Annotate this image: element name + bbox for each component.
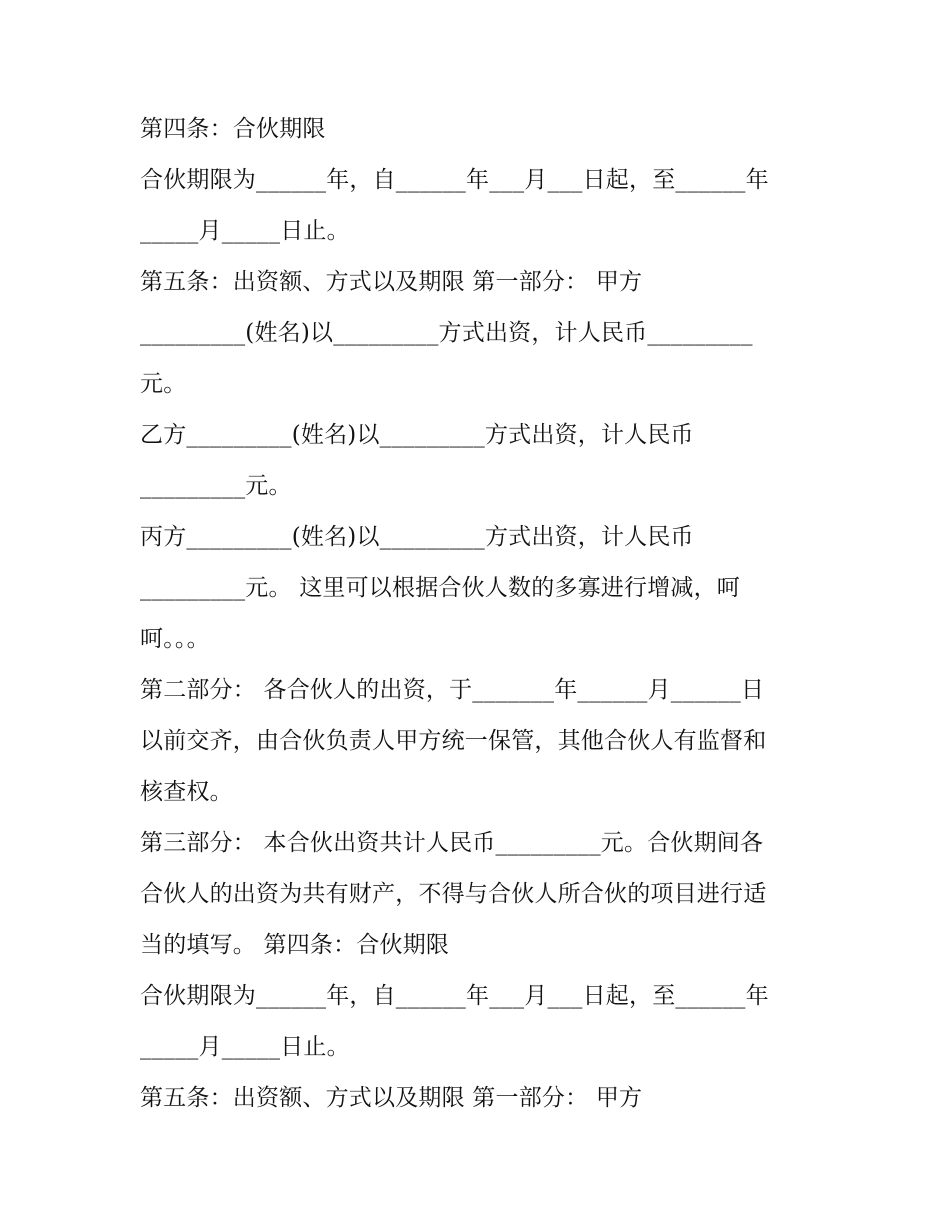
repeat-article-5-heading: 第五条：出资额、方式以及期限 第一部分： 甲方: [140, 1085, 643, 1111]
party-b-contribution-line-1: 乙方_________(姓名)以_________方式出资，计人民币: [140, 422, 694, 448]
article-5-heading: 第五条：出资额、方式以及期限 第一部分： 甲方: [140, 269, 643, 295]
repeat-term-line-2: _____月_____日止。: [140, 1034, 350, 1060]
party-c-contribution-line-1: 丙方_________(姓名)以_________方式出资，计人民币: [140, 524, 694, 550]
party-a-contribution-line-2: 元。: [140, 371, 187, 397]
article-4-heading: 第四条：合伙期限: [140, 116, 326, 142]
part-3-line-2: 合伙人的出资为共有财产，不得与合伙人所合伙的项目进行适: [140, 881, 767, 907]
term-line-1: 合伙期限为______年，自______年___月___日起，至______年: [140, 167, 769, 193]
repeat-term-line-1: 合伙期限为______年，自______年___月___日起，至______年: [140, 983, 769, 1009]
document-page: [140, 104, 830, 1124]
part-3-line-3: 当的填写。 第四条：合伙期限: [140, 932, 450, 958]
part-2-line-3: 核查权。: [140, 779, 233, 805]
part-2-line-1: 第二部分： 各合伙人的出资，于_______年______月______日: [140, 677, 765, 703]
party-c-contribution-line-3: 呵。。。: [140, 626, 210, 652]
party-b-contribution-line-2: _________元。: [140, 473, 292, 499]
party-a-contribution-line-1: _________(姓名)以_________方式出资，计人民币_________: [140, 320, 753, 346]
term-line-2: _____月_____日止。: [140, 218, 350, 244]
party-c-contribution-line-2: _________元。 这里可以根据合伙人数的多寡进行增减，呵: [140, 575, 741, 601]
part-2-line-2: 以前交齐，由合伙负责人甲方统一保管，其他合伙人有监督和: [140, 728, 767, 754]
part-3-line-1: 第三部分： 本合伙出资共计人民币_________元。合伙期间各: [140, 830, 764, 856]
